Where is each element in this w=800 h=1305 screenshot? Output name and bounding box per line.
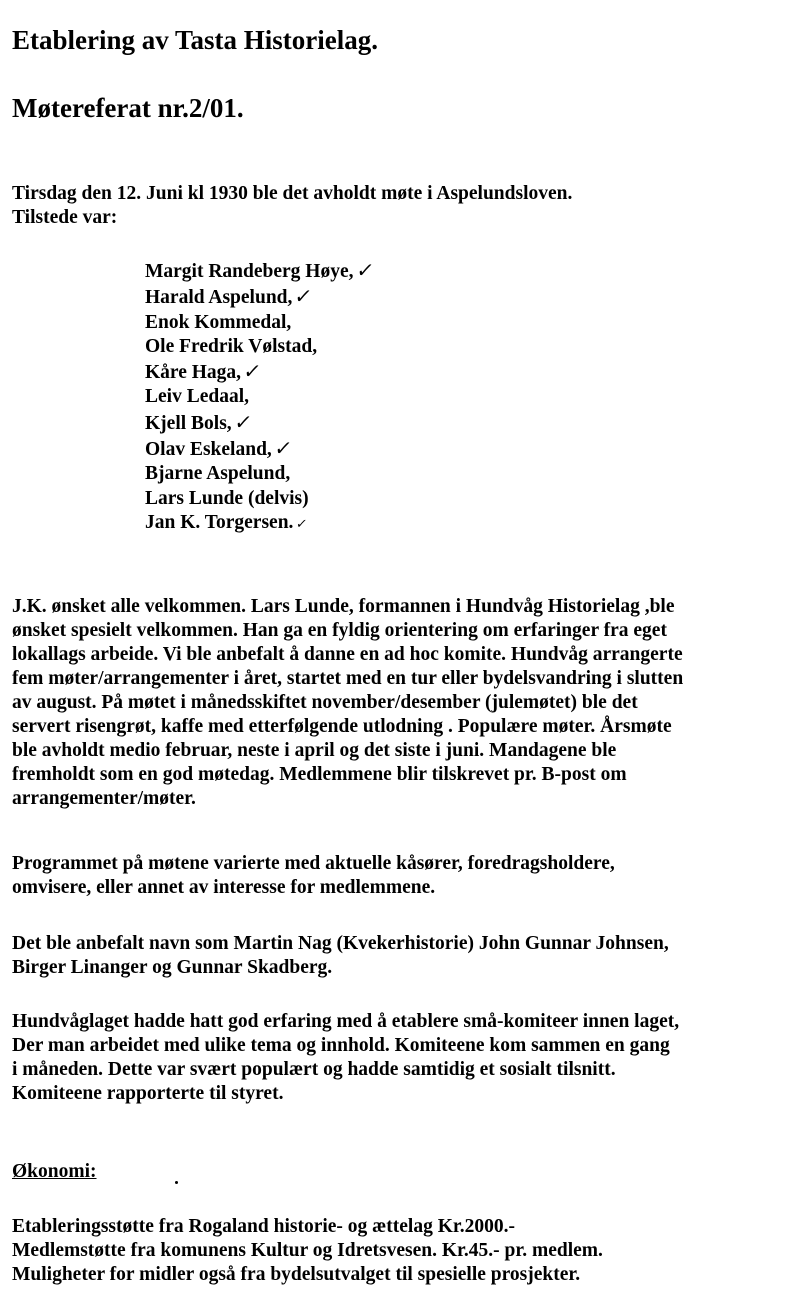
checkmark-icon: ✓ <box>241 359 263 384</box>
text-line: ønsket spesielt velkommen. Han ga en fyldig orientering om erfaringer fra eget <box>12 620 667 641</box>
text-line: Komiteene rapporterte til styret. <box>12 1083 284 1104</box>
text-line: Hundvåglaget hadde hatt god erfaring med å etablere små-komiteer innen laget, <box>12 1011 680 1032</box>
document-title: Etablering av Tasta Historielag. <box>12 25 379 55</box>
attendee-item <box>145 487 373 511</box>
checkmark-icon: ✓ <box>293 284 315 309</box>
text-line: fem møter/arrangementer i året, startet med en tur eller bydelsvandring i slutten <box>12 668 684 689</box>
attendee-name: Lars Lunde (delvis) <box>145 487 309 509</box>
checkmark-icon: ✓ <box>272 436 294 461</box>
attendee-item <box>145 311 373 335</box>
text-line: lokallags arbeide. Vi ble anbefalt å danne en ad hoc komite. Hundvåg arrangerte <box>12 644 683 665</box>
text-line: Muligheter for midler også fra bydelsutvalget til spesielle prosjekter. <box>12 1264 581 1285</box>
attendee-item <box>145 462 373 486</box>
attendee-item <box>145 284 373 310</box>
attendee-item <box>145 359 373 385</box>
checkmark-icon: ✓ <box>354 258 376 282</box>
paragraph-program <box>12 852 615 900</box>
paragraph-welcome <box>12 595 683 811</box>
attendee-name: Leiv Ledaal, <box>145 386 250 408</box>
text-line: Birger Linanger og Gunnar Skadberg. <box>12 957 333 978</box>
attendee-name: Olav Eskeland, <box>145 439 272 461</box>
attendee-item <box>145 410 373 436</box>
attendee-name: Jan K. Torgersen. <box>145 511 294 533</box>
attendee-item <box>145 511 373 537</box>
attendee-name: Ole Fredrik Vølstad, <box>145 335 318 357</box>
text-line: Medlemstøtte fra komunens Kultur og Idretsvesen. Kr.45.- pr. medlem. <box>12 1240 603 1261</box>
attendee-name: Margit Randeberg Høye, <box>145 261 354 282</box>
attendee-name: Enok Kommedal, <box>145 311 292 333</box>
economy-section <box>12 1215 603 1287</box>
stray-dot <box>175 1181 178 1184</box>
attendee-item <box>145 258 376 284</box>
attendee-item <box>145 335 373 359</box>
minutes-number-heading: Møtereferat nr.2/01. <box>12 93 244 123</box>
economy-heading: Økonomi: <box>12 1161 97 1182</box>
attendee-list <box>145 258 376 537</box>
text-line: omvisere, eller annet av interesse for medlemmene. <box>12 877 436 898</box>
text-line: servert risengrøt, kaffe med etterfølgende utlodning . Populære møter. Årsmøte <box>12 716 672 737</box>
intro-line: Tilstede var: <box>12 207 118 228</box>
text-line: av august. På møtet i månedsskiftet november/desember (julemøtet) ble det <box>12 692 638 713</box>
attendee-name: Kjell Bols, <box>145 412 232 434</box>
attendee-item <box>145 385 373 409</box>
attendee-name: Kåre Haga, <box>145 362 242 384</box>
text-line: i måneden. Dette var svært populært og hadde samtidig et sosialt tilsnitt. <box>12 1059 616 1080</box>
text-line: J.K. ønsket alle velkommen. Lars Lunde, formannen i Hundvåg Historielag ,ble <box>12 596 675 617</box>
attendee-item <box>145 436 373 462</box>
paragraph-committees <box>12 1010 679 1106</box>
checkmark-icon: ✓ <box>232 409 254 434</box>
text-line: fremholdt som en god møtedag. Medlemmene blir tilskrevet pr. B-post om <box>12 764 627 785</box>
text-line: arrangementer/møter. <box>12 788 196 809</box>
checkmark-icon: ✓ <box>295 516 309 532</box>
text-line: ble avholdt medio februar, neste i april og det siste i juni. Mandagene ble <box>12 740 617 761</box>
text-line: Programmet på møtene varierte med aktuelle kåsører, foredragsholdere, <box>12 853 615 874</box>
attendee-name: Harald Aspelund, <box>145 287 293 309</box>
paragraph-names <box>12 932 669 980</box>
text-line: Der man arbeidet med ulike tema og innhold. Komiteene kom sammen en gang <box>12 1035 670 1056</box>
text-line: Etableringsstøtte fra Rogaland historie- og ættelag Kr.2000.- <box>12 1216 515 1237</box>
text-line: Det ble anbefalt navn som Martin Nag (Kvekerhistorie) John Gunnar Johnsen, <box>12 933 669 954</box>
intro-section <box>12 182 572 230</box>
attendee-name: Bjarne Aspelund, <box>145 463 291 485</box>
intro-line: Tirsdag den 12. Juni kl 1930 ble det avholdt møte i Aspelundsloven. <box>12 183 573 204</box>
